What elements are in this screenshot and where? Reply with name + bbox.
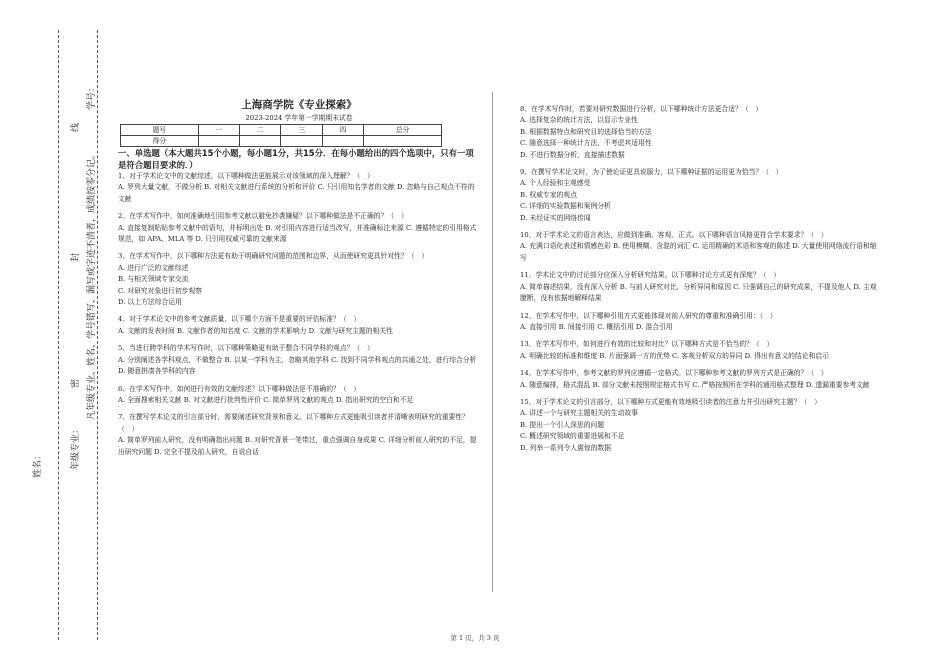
question-12: [520, 311, 880, 334]
score-table-header-row: [121, 125, 442, 136]
name-label: 姓名：: [33, 450, 43, 478]
question-15: [520, 397, 880, 454]
question-14: [520, 368, 880, 391]
class-label: 年级专业：: [71, 424, 81, 470]
left-column: [118, 96, 480, 458]
score-input-cell[interactable]: [364, 136, 442, 147]
question-stem: 15、对于学术论文的引言部分，以下哪种方式更能有效地吸引读者的注意力并引出研究主题？（ ）: [520, 397, 821, 406]
question-options: A. 全面搜索相关文献 B. 对文献进行批判性评价 C. 简单罗列文献的观点 D. 指出研究的空白和不足: [118, 395, 414, 404]
question-4: [118, 314, 480, 337]
question-1: [118, 171, 480, 205]
question-10: [520, 230, 880, 264]
column-divider: [492, 92, 493, 592]
score-input-cell[interactable]: [240, 136, 281, 147]
question-stem: 5、当进行跨学科的学术写作时，以下哪种策略更有助于整合不同学科的观点？（ ）: [118, 344, 374, 353]
question-option: C. 对研究对象进行初步观察: [118, 286, 203, 295]
exam-title: 上海商学院《专业探索》: [241, 99, 357, 111]
question-stem: 2、在学术写作中，如何准确地引用参考文献以避免抄袭嫌疑？以下哪种做法是不正确的？（ ）: [118, 212, 408, 221]
question-option: C. 随意选择一种统计方法，不考虑其适用性: [520, 139, 652, 148]
line-mark: 封: [71, 252, 81, 262]
question-13: [520, 339, 880, 362]
question-11: [520, 270, 880, 304]
question-option: C. 详细的实验数据和案例分析: [520, 202, 611, 211]
question-2: [118, 211, 480, 245]
question-stem: 9、在撰写学术论文时，为了使论证更具说服力，以下哪种证据的运用更为恰当？（ ）: [520, 168, 783, 177]
question-3: [118, 251, 480, 308]
score-input-cell[interactable]: [281, 136, 322, 147]
score-input-cell[interactable]: [198, 136, 239, 147]
question-options: A. 直接引用 B. 间接引用 C. 概括引用 D. 混合引用: [520, 322, 673, 331]
question-option: D. 以上方法综合运用: [118, 298, 182, 307]
right-column: [520, 104, 880, 454]
score-cell: 总分: [364, 125, 442, 136]
question-stem: 14、在学术写作中，参考文献的罗列应遵循一定格式。以下哪种参考文献的罗列方式是正确的？（ ）: [520, 369, 828, 378]
question-5: [118, 343, 480, 377]
binding-margin: [0, 0, 110, 672]
question-stem: 10、对于学术论文的语言表达，应做到准确、客观、正式。以下哪种语言风格更符合学术要求？（ ）: [520, 231, 828, 240]
binding-dashed-line: [58, 30, 59, 640]
student-id-label: 学号：: [87, 82, 97, 110]
question-options: A. 罗列大量文献，不做分析 B. 对相关文献进行系统的分析和评价 C. 只引用知名学者的文献 D. 忽略与自己观点不符的文献: [118, 183, 475, 203]
question-8: [520, 104, 880, 161]
question-stem: 8、在学术写作时，若要对研究数据进行分析，以下哪种统计方法更合适？（ ）: [520, 105, 763, 113]
question-stem: 12、在学术写作中，以下哪种引用方式更能体现对前人研究的尊重和准确引用：（ ）: [520, 311, 777, 320]
question-stem: 6、在学术写作中，如何进行有效的文献综述？以下哪种做法是不准确的？（ ）: [118, 384, 361, 393]
question-stem: 13、在学术写作中，如何进行有效的比较和对比？以下哪种方式是不恰当的？（ ）: [520, 340, 774, 349]
question-option: B. 与相关领域专家交流: [118, 275, 189, 284]
question-stem: 4、对于学术论文中的参考文献质量，以下哪个方面不是重要的评估标准？（ ）: [118, 315, 361, 324]
question-option: D. 未经证实的网络传闻: [520, 213, 591, 222]
question-option: B. 根据数据特点和研究目的选择恰当的方法: [520, 127, 652, 136]
question-option: A. 进行广泛的文献综述: [118, 263, 189, 272]
score-cell: 四: [322, 125, 363, 136]
section-heading: 一、单选题（本大题共15个小题，每小题1分，共15分．在每小题给出的四个选项中，只有一项是符合题目要求的．）: [118, 148, 474, 170]
question-9: [520, 167, 880, 224]
question-options: A. 直接复制粘贴参考文献中的语句，并标明出处 B. 对引用内容进行适当改写，并准确标注来源 C. 遵循特定的引用格式规范，如 APA、MLA 等 D. 只引用权威可靠的文献来源: [118, 223, 477, 244]
question-option: B. 提出一个引人深思的问题: [520, 420, 605, 429]
question-options: A. 简单描述结果，没有深入分析 B. 与前人研究对比，分析异同和原因 C. 只强调自己的研究成果，不提及他人 D. 主观臆断，没有依据地解释结果: [520, 282, 877, 303]
question-options: A. 随意编排，格式混乱 B. 部分文献未按照规定格式书写 C. 严格按照所在学科的通用格式整理 D. 遗漏重要参考文献: [520, 380, 870, 389]
question-6: [118, 384, 480, 407]
question-options: A. 明确比较的标准和维度 B. 片面强调一方的优势 C. 客观分析双方的异同 D. 得出有意义的结论和启示: [520, 351, 829, 360]
question-options: A. 分别阐述各学科观点，不做整合 B. 以某一学科为主，忽略其他学科 C. 找到不同学科观点的共通之处，进行综合分析 D. 随意拼凑各学科的内容: [118, 355, 477, 376]
question-stem: 11、学术论文中的讨论部分应深入分析研究结果。以下哪种讨论方式更有深度？（ ）: [520, 271, 781, 280]
question-options: A. 文献的发表时间 B. 文献作者的知名度 C. 文献的学术影响力 D. 文献与研究主题的相关性: [118, 326, 393, 335]
question-option: A. 讲述一个与研究主题相关的生动故事: [520, 409, 638, 418]
score-cell: 题号: [121, 125, 199, 136]
score-input-cell[interactable]: [322, 136, 363, 147]
score-cell: 一: [198, 125, 239, 136]
question-option: A. 个人经验和主观感受: [520, 179, 591, 188]
question-option: D. 列举一系列令人震惊的数据: [520, 443, 612, 452]
page-footer: 第 1 页，共 3 页: [450, 634, 500, 642]
question-option: C. 概述研究领域的重要进展和不足: [520, 432, 625, 441]
question-option: D. 不进行数据分析，直接描述数据: [520, 150, 625, 159]
seal-line-mark: 线: [71, 122, 81, 132]
score-cell: 三: [281, 125, 322, 136]
score-cell: 二: [240, 125, 281, 136]
question-stem: 7、在撰写学术论文的引言部分时，需要阐述研究背景和意义。以下哪种方式更能吸引读者并清晰表明研究的重要性？（ ）: [118, 413, 469, 433]
exam-subtitle: 2023-2024 学年第一学期期末试卷: [245, 114, 353, 122]
question-7: [118, 412, 480, 458]
question-option: B. 权威专家的观点: [520, 190, 577, 199]
binding-notice: 凡年级专业、姓名、学号错写、漏写或字迹不清者，成绩按零分记。: [87, 149, 97, 420]
question-stem: 1、对于学术论文中的文献综述，以下哪种做法更能展示对该领域的深入理解？（ ）: [118, 172, 374, 180]
score-table: [120, 124, 442, 147]
question-stem: 3、在学术写作中，以下哪种方法更有助于明确研究问题的范围和边界，从而使研究更具针对性？（ ）: [118, 252, 429, 261]
seal-mark: 密: [71, 378, 81, 388]
question-options: A. 充满口语化表述和情感色彩 B. 使用模糊、含混的词汇 C. 运用精确的术语和客观的陈述 D. 大量使用网络流行语和缩写: [520, 242, 877, 262]
question-option: A. 选择复杂的统计方法，以显示专业性: [520, 116, 638, 125]
question-options: A. 简单罗列前人研究，没有明确指出问题 B. 对研究背景一笔带过，重点强调自身成果 C. 详细分析前人研究的不足，提出研究问题 D. 完全不提及前人研究，自说自话: [118, 436, 477, 456]
binding-dashed-line: [97, 30, 98, 640]
score-cell: 得分: [121, 136, 199, 147]
score-table-score-row: [121, 136, 442, 147]
